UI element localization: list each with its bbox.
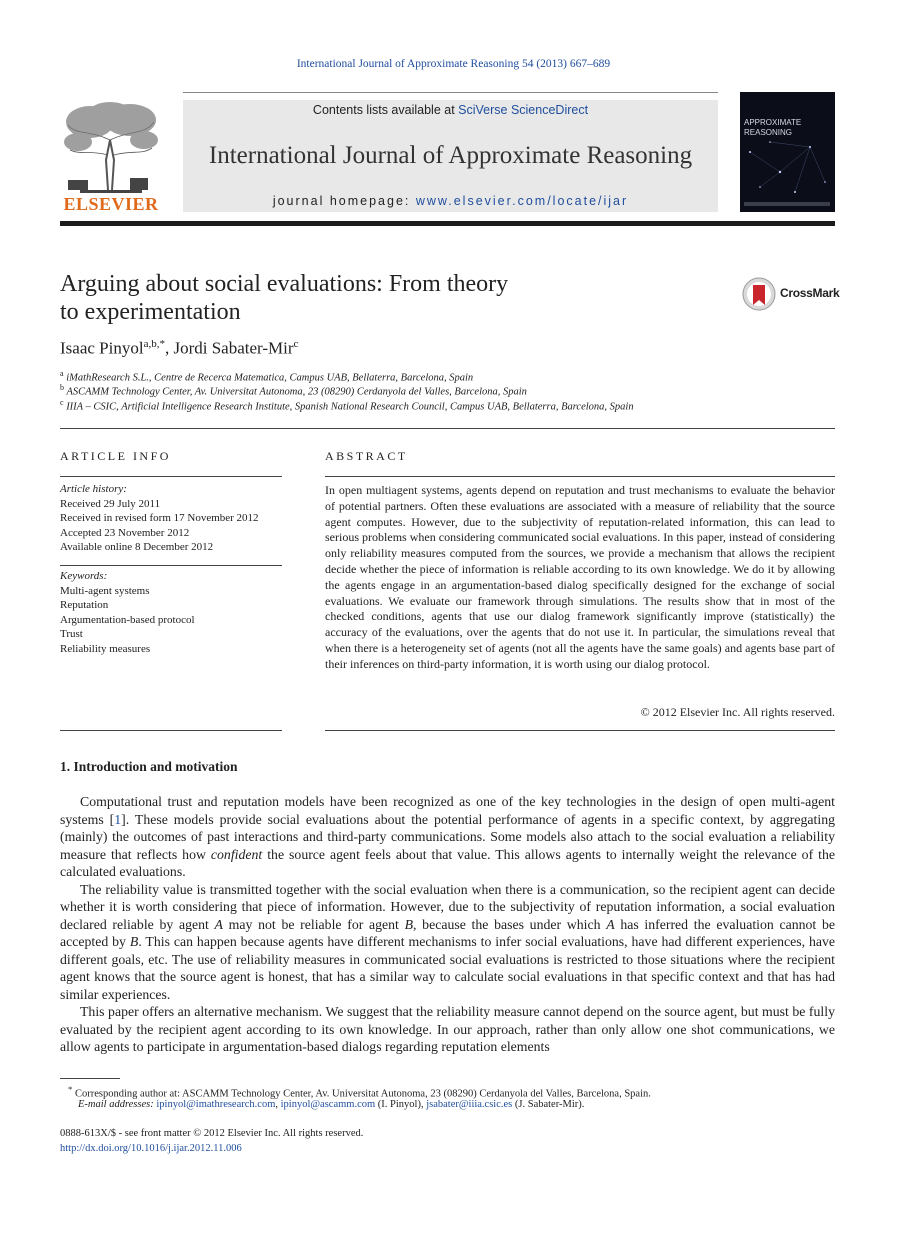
- author-affiliation-marks[interactable]: a,b,*: [143, 338, 165, 350]
- keyword: Argumentation-based protocol: [60, 613, 195, 626]
- email-link[interactable]: ipinyol@ascamm.com: [280, 1099, 376, 1110]
- paragraph: [60, 881, 835, 1004]
- affiliation-mark: c: [60, 398, 64, 407]
- header-top-rule: [183, 92, 718, 93]
- text-run: has inferred the evaluation cannot be accepted by: [60, 916, 835, 949]
- emphasis: confident: [210, 846, 263, 862]
- email-link[interactable]: jsabater@iiia.csic.es: [426, 1099, 513, 1110]
- article-info-heading: ARTICLE INFO: [60, 449, 171, 463]
- agent-symbol: B: [404, 916, 414, 932]
- footnote-mark: *: [68, 1084, 73, 1094]
- agent-symbol: B: [129, 934, 139, 949]
- homepage-prefix: journal homepage:: [272, 194, 416, 208]
- contents-availability: [183, 103, 718, 117]
- journal-title: International Journal of Approximate Reasoning: [208, 142, 693, 169]
- body-text: [60, 793, 835, 1056]
- corresponding-footnote: [68, 1084, 651, 1100]
- affiliation: [60, 398, 634, 413]
- affiliation-mark: a: [60, 369, 64, 378]
- citation-link[interactable]: 1: [114, 811, 122, 827]
- text-run: . This can happen because agents have different mechanisms to infer social evaluations, have had different experiences, have different goals, etc. The use of reliability measures in communicated social evaluations is restricted to those situations where the recipient agent knows that the source agent is honest, that has a similar way to calculate social evaluations in that specific context and that has had similar experiences.: [60, 934, 835, 1002]
- history-item: Accepted 23 November 2012: [60, 526, 190, 539]
- email-footnote: [78, 1099, 584, 1110]
- agent-symbol: A: [606, 916, 615, 932]
- affiliation-text: ASCAMM Technology Center, Av. Universitat Autonoma, 23 (08290) Cerdanyola del Valles, Barcelona, Spain: [66, 386, 527, 398]
- text-run: Computational trust and reputation models have been recognized as one of the key technologies in the design of open multi-agent systems [: [60, 794, 835, 827]
- abstract-heading: ABSTRACT: [325, 449, 408, 463]
- cover-title: APPROXIMATE REASONING: [744, 118, 802, 137]
- keywords-label: Keywords:: [60, 570, 108, 582]
- affiliation: [60, 369, 473, 384]
- text-run: the source agent feels about that value. This allows agents to internally weight the relevance of the calculated evaluations.: [60, 846, 835, 879]
- email-link[interactable]: ipinyol@imathresearch.com: [156, 1099, 276, 1110]
- info-mid-rule: [60, 565, 282, 566]
- cover-network-graphic: [740, 92, 835, 212]
- author-name: Isaac Pinyol: [60, 338, 144, 358]
- front-matter-notice: 0888-613X/$ - see front matter © 2012 Elsevier Inc. All rights reserved.: [60, 1128, 364, 1139]
- sciencedirect-link[interactable]: SciVerse ScienceDirect: [458, 103, 589, 117]
- author-affiliation-marks[interactable]: c: [293, 338, 299, 350]
- info-top-rule: [60, 476, 282, 477]
- info-bottom-rule: [60, 730, 282, 731]
- doi-link[interactable]: http://dx.doi.org/10.1016/j.ijar.2012.11.006: [60, 1143, 242, 1154]
- separator: ,: [275, 1099, 281, 1110]
- keyword: Reputation: [60, 599, 109, 611]
- journal-cover-image[interactable]: [740, 92, 835, 212]
- affiliation-text: iMathResearch S.L., Centre de Recerca Matematica, Campus UAB, Bellaterra, Barcelona, Spain: [66, 372, 474, 384]
- abstract-bottom-rule: [325, 730, 835, 731]
- paragraph: [60, 793, 835, 881]
- header-thick-rule: [60, 221, 835, 226]
- footnote-text: Corresponding author at: ASCAMM Technology Center, Av. Universitat Autonoma, 23 (08290) Cerdanyola del Valles, Barcelona, Spain.: [75, 1088, 651, 1100]
- email-owner: (J. Sabater-Mir).: [512, 1099, 585, 1110]
- homepage-link[interactable]: www.elsevier.com/locate/ijar: [415, 194, 629, 208]
- email-label: E-mail addresses:: [78, 1099, 154, 1110]
- author-name: Jordi Sabater-Mir: [173, 338, 294, 358]
- section-title: 1. Introduction and motivation: [60, 759, 238, 774]
- email-owner: (I. Pinyol),: [375, 1099, 427, 1110]
- text-run: , because the bases under which: [413, 916, 607, 932]
- journal-citation-link[interactable]: International Journal of Approximate Reasoning 54 (2013) 667–689: [296, 58, 611, 70]
- affiliation: [60, 383, 527, 398]
- history-item: Received in revised form 17 November 2012: [60, 512, 259, 524]
- keyword: Trust: [60, 628, 83, 640]
- paragraph: This paper offers an alternative mechanism. We suggest that the reliability measure cannot depend on the source agent, but must be fully evaluated by the recipient agent according to its own knowledge. In our approach, rather than only allow one shot communications, we allow agents to participate in argumentation-based dialogs regarding reputation elements: [60, 1004, 835, 1054]
- footnote-rule: [60, 1078, 120, 1079]
- history-label: Article history:: [60, 483, 127, 495]
- affiliation-text: IIIA – CSIC, Artificial Intelligence Research Institute, Spanish National Research Council, Campus UAB, Bellaterra, Barcelona, Spain: [66, 401, 634, 413]
- author-list: [60, 338, 298, 359]
- abstract-text: In open multiagent systems, agents depend on reputation and trust mechanisms to evaluate the behavior of potential partners. Often these evaluations are associated with a measure of reliability that the source agent computes. However, due to the subjectivity of reputation-related information, this can lead to serious problems when considering communicated social evaluations. In this paper, instead of considering only reliability measures computed from the sources, we provide a mechanism that allows the recipient decide whether the piece of information is reliable according to its own knowledge. We do it by allowing the agents engage in an argumentation-based dialog specifically designed for the exchange of social evaluations. We evaluate our framework through simulations. The results show that in most of the checked conditions, agents that use our dialog framework significantly improve (statistically) the accuracy of the evaluations, over the agents that do not use it. In particular, the simulations reveal that when there is a heterogeneity set of agents (not all the agents have the same goals) and agents base part of their inferences on third-party information, it is worth using our dialog protocol.: [325, 483, 835, 671]
- article-title-line2: to experimentation: [60, 299, 241, 325]
- text-run: may not be reliable for agent: [222, 916, 405, 932]
- author-separator: ,: [164, 338, 174, 358]
- keywords: [60, 569, 282, 656]
- crossmark-label: CrossMark: [780, 286, 840, 300]
- journal-homepage: [183, 194, 718, 208]
- text-run: ]. These models provide social evaluations about the potential performance of agents in a specific context, by aggregating (mainly) the outcomes of past interactions and third-party communications. Some models also attach to the social evaluation a reliability measure that reflects how: [60, 811, 835, 862]
- elsevier-wordmark: ELSEVIER: [63, 194, 159, 214]
- article-title-line1: Arguing about social evaluations: From theory: [60, 271, 509, 297]
- history-item: Received 29 July 2011: [60, 497, 161, 510]
- affiliation-rule: [60, 428, 835, 429]
- contents-prefix: Contents lists available at: [312, 103, 459, 117]
- history-item: Available online 8 December 2012: [60, 541, 214, 553]
- keyword: Reliability measures: [60, 642, 151, 655]
- article-history: [60, 482, 282, 555]
- abstract-top-rule: [325, 476, 835, 477]
- text-run: The reliability value is transmitted together with the social evaluation when there is a communication, so the recipient agent can decide whether it is worth considering that piece of information. However, due to the subjectivity of reputation information, a social evaluation declared reliable by agent: [60, 881, 835, 932]
- cover-footer-bar: [744, 202, 830, 206]
- keyword: Multi-agent systems: [60, 584, 150, 597]
- affiliation-mark: b: [60, 383, 64, 392]
- article-title: [60, 270, 620, 326]
- agent-symbol: A: [214, 916, 223, 932]
- copyright-notice: © 2012 Elsevier Inc. All rights reserved.: [640, 705, 835, 719]
- crossmark-icon: [741, 276, 777, 312]
